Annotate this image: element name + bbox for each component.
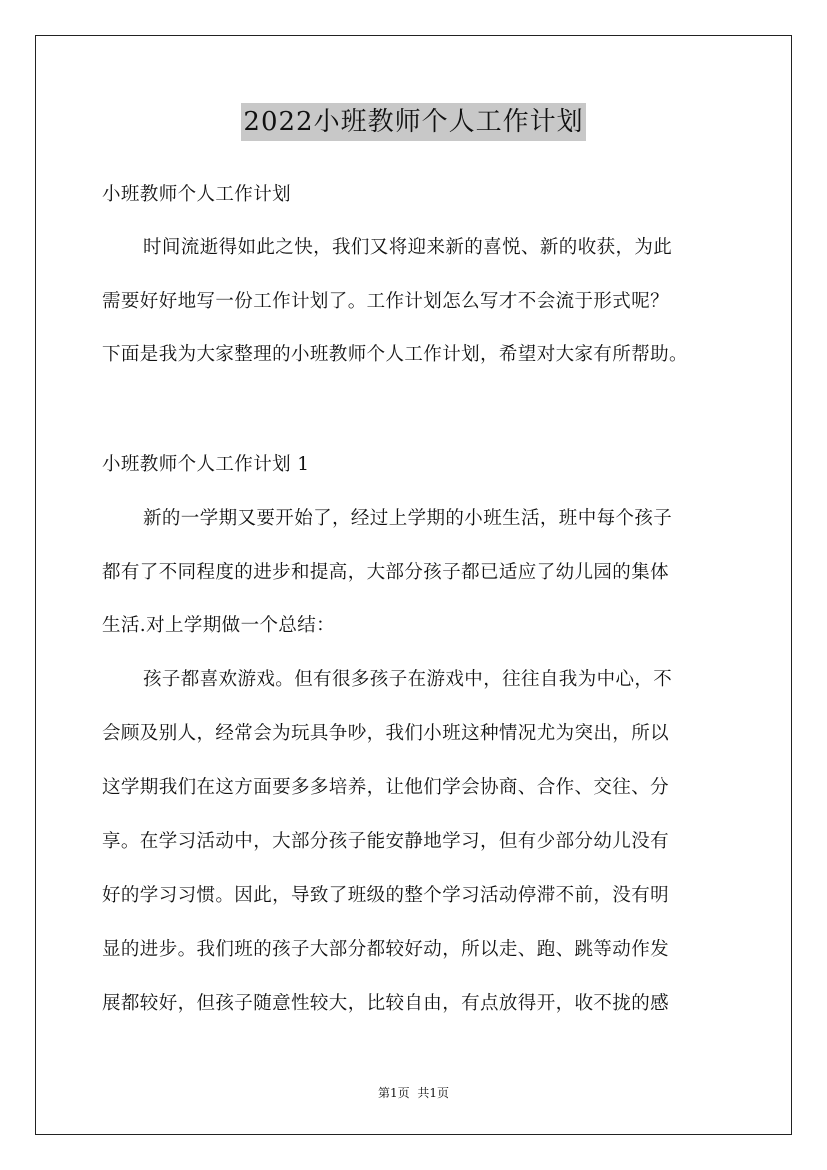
- paragraph-line: 生活.对上学期做一个总结：: [102, 615, 336, 636]
- paragraph-line: 展都较好，但孩子随意性较大，比较自由，有点放得开，收不拢的感: [102, 993, 670, 1014]
- paragraph-line: 都有了不同程度的进步和提高，大部分孩子都已适应了幼儿园的集体: [102, 562, 670, 583]
- paragraph-line: 这学期我们在这方面要多多培养，让他们学会协商、合作、交往、分: [102, 777, 670, 798]
- section-heading: 小班教师个人工作计划 1: [102, 454, 310, 475]
- page-number: 第1页: [377, 1086, 410, 1100]
- page-total: 共1页: [417, 1086, 450, 1100]
- title-container: [0, 103, 827, 141]
- subtitle: 小班教师个人工作计划: [102, 184, 292, 205]
- intro-line: 时间流逝得如此之快，我们又将迎来新的喜悦、新的收获，为此: [143, 237, 673, 258]
- paragraph-line: 好的学习习惯。因此，导致了班级的整个学习活动停滞不前，没有明: [102, 885, 670, 906]
- intro-line: 需要好好地写一份工作计划了。工作计划怎么写才不会流于形式呢？: [102, 291, 670, 312]
- intro-line: 下面是我为大家整理的小班教师个人工作计划，希望对大家有所帮助。: [102, 344, 688, 365]
- paragraph-line: 享。在学习活动中，大部分孩子能安静地学习，但有少部分幼儿没有: [102, 831, 670, 852]
- paragraph-line: 显的进步。我们班的孩子大部分都较好动，所以走、跑、跳等动作发: [102, 939, 670, 960]
- document-title: 2022小班教师个人工作计划: [241, 103, 585, 141]
- paragraph-line: 新的一学期又要开始了，经过上学期的小班生活，班中每个孩子: [143, 508, 673, 529]
- paragraph-line: 孩子都喜欢游戏。但有很多孩子在游戏中，往往自我为中心，不: [143, 669, 673, 690]
- paragraph-line: 会顾及别人，经常会为玩具争吵，我们小班这种情况尤为突出，所以: [102, 723, 670, 744]
- page-footer: [0, 1085, 827, 1101]
